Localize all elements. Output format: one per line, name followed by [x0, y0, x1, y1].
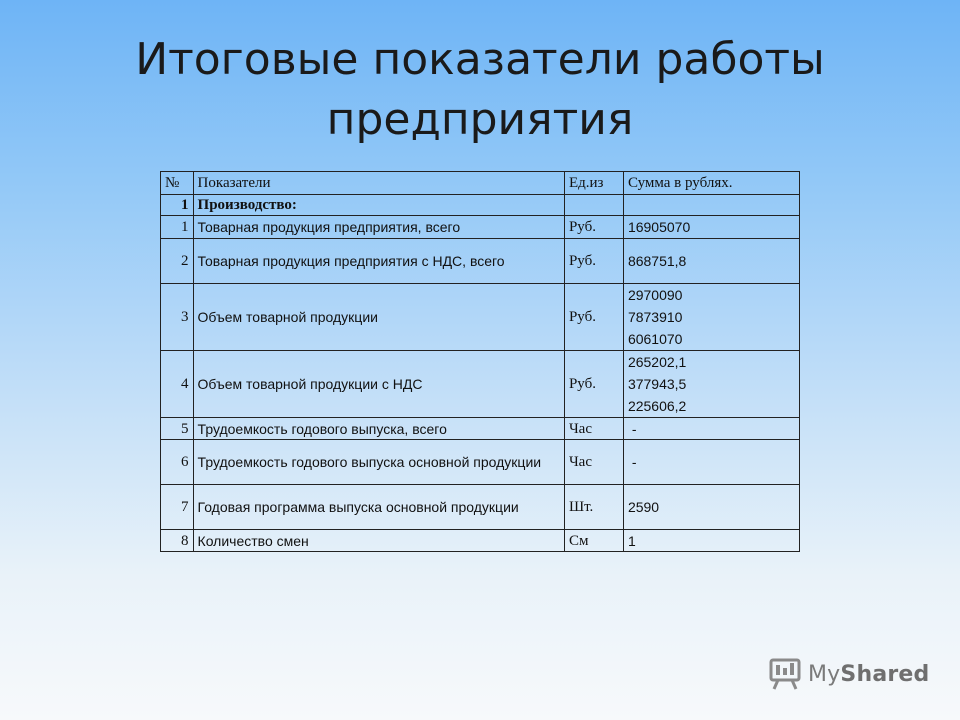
brand-bold: Shared	[840, 661, 930, 687]
table-row	[161, 284, 800, 351]
header-unit: Ед.из	[564, 172, 623, 195]
row-num: 4	[161, 351, 194, 418]
table-row	[161, 216, 800, 239]
table-body	[161, 195, 800, 552]
sum-value: 1	[627, 532, 636, 549]
row-indicator: Товарная продукция предприятия с НДС, всего	[193, 239, 564, 284]
row-sum	[623, 485, 799, 530]
table-row	[161, 418, 800, 440]
table-header-row	[161, 172, 800, 195]
row-indicator: Объем товарной продукции	[193, 284, 564, 351]
row-indicator: Производство:	[193, 195, 564, 216]
row-indicator: Трудоемкость годового выпуска основной продукции	[193, 440, 564, 485]
sum-value: 2970090	[627, 287, 683, 303]
row-num: 8	[161, 530, 194, 552]
row-unit: Руб.	[564, 284, 623, 351]
sum-value: 7873910	[627, 309, 683, 325]
sum-value: -	[627, 454, 637, 470]
header-name: Показатели	[193, 172, 564, 195]
row-sum	[623, 351, 799, 418]
row-sum	[623, 239, 799, 284]
table-row	[161, 239, 800, 284]
row-unit	[564, 195, 623, 216]
slide-title	[0, 30, 960, 150]
myshared-logo	[768, 655, 929, 693]
slide-title-line1: Итоговые показатели работы	[135, 34, 825, 85]
sum-value: 6061070	[627, 331, 683, 347]
row-unit: Руб.	[564, 351, 623, 418]
table-row	[161, 195, 800, 216]
brand-light: My	[808, 661, 841, 687]
sum-value: 868751,8	[627, 253, 687, 269]
row-sum	[623, 440, 799, 485]
row-indicator: Количество смен	[193, 530, 564, 552]
sum-value: 265202,1	[627, 354, 687, 370]
table-row	[161, 530, 800, 552]
indicators-table	[160, 171, 800, 552]
presentation-icon	[768, 657, 802, 691]
slide-title-line2: предприятия	[326, 94, 634, 145]
row-indicator: Годовая программа выпуска основной продукции	[193, 485, 564, 530]
row-sum	[623, 284, 799, 351]
row-sum	[623, 530, 799, 552]
row-sum	[623, 216, 799, 239]
row-num: 3	[161, 284, 194, 351]
table-row	[161, 485, 800, 530]
sum-value: -	[627, 420, 637, 437]
row-unit: Руб.	[564, 239, 623, 284]
row-indicator: Объем товарной продукции с НДС	[193, 351, 564, 418]
table-row	[161, 440, 800, 485]
row-indicator: Товарная продукция предприятия, всего	[193, 216, 564, 239]
row-num: 1	[161, 195, 194, 216]
row-sum	[623, 418, 799, 440]
row-unit: Шт.	[564, 485, 623, 530]
row-unit: Час	[564, 418, 623, 440]
row-indicator: Трудоемкость годового выпуска, всего	[193, 418, 564, 440]
row-num: 6	[161, 440, 194, 485]
row-num: 7	[161, 485, 194, 530]
row-num: 5	[161, 418, 194, 440]
sum-value: 377943,5	[627, 376, 687, 392]
row-num: 1	[161, 216, 194, 239]
myshared-wordmark	[808, 662, 929, 687]
table-row	[161, 351, 800, 418]
sum-value: 225606,2	[627, 398, 687, 414]
row-unit: Час	[564, 440, 623, 485]
sum-value: 2590	[627, 499, 660, 515]
sum-value: 16905070	[627, 219, 691, 235]
row-num: 2	[161, 239, 194, 284]
header-sum: Сумма в рублях.	[623, 172, 799, 195]
row-unit: Руб.	[564, 216, 623, 239]
header-num: №	[161, 172, 194, 195]
row-unit: См	[564, 530, 623, 552]
row-sum	[623, 195, 799, 216]
